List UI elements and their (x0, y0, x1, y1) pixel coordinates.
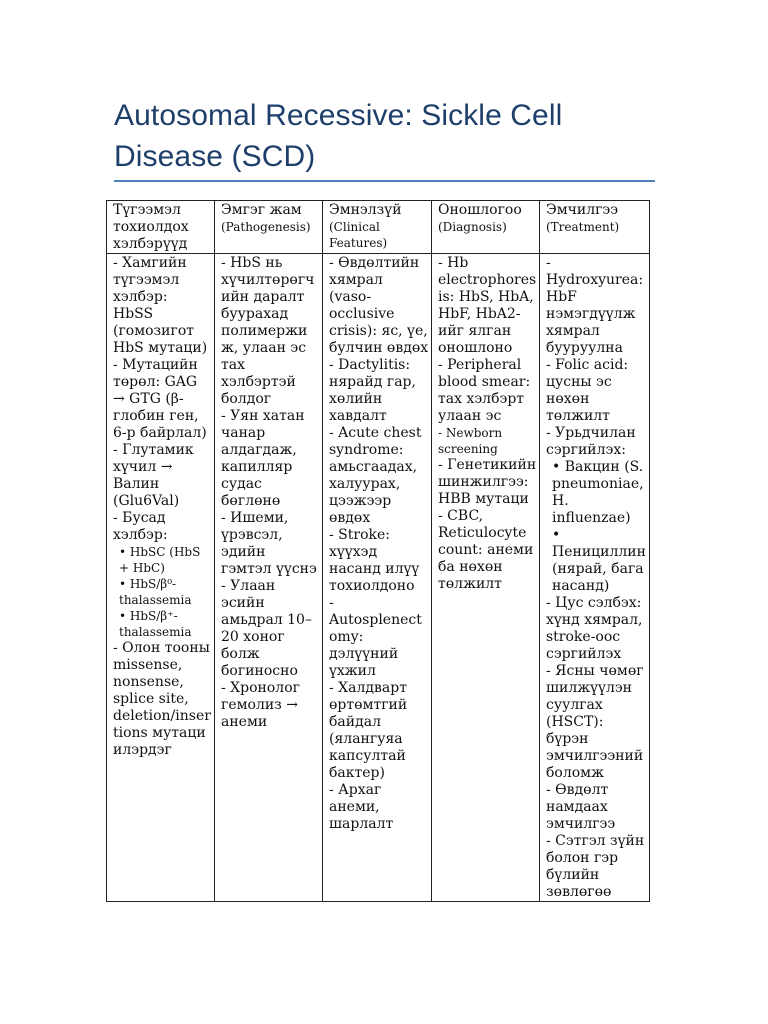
scd-table (106, 200, 650, 902)
cell-pathogenesis (215, 254, 323, 902)
header-cell-pathogenesis (215, 201, 323, 254)
cell-line: - Autosplenectomy: дэлүүний үхжил (329, 595, 422, 679)
cell-line: - Генетикийн шинжилгээ: HBB мутаци (438, 457, 537, 507)
cell-line: • HbSC (HbS + HbC) (119, 545, 201, 575)
cell-line: - Мутацийн төрөл: GAG → GTG (β-глобин ген, 6-р байрлал) (113, 357, 207, 441)
cell-line: - Глутамик хүчил → Валин (Glu6Val) (113, 442, 194, 509)
cell-line: - HbS нь хүчилтөрөгчийн даралт буурахад полимержиж, улаан эс тах хэлбэртэй болдог (221, 255, 315, 407)
cell-line: - Архаг анеми, шарлалт (329, 782, 394, 832)
cell-line: - CBC, Reticulocyte count: анеми ба нөхөн төлжилт (438, 508, 534, 592)
title-underline (114, 180, 655, 182)
header-cell-treatment (540, 201, 650, 254)
cell-line: - Dactylitis: нярайд гар, хөлийн хавдалт (329, 357, 416, 424)
cell-line: - Folic acid: цусны эс нөхөн төлжилт (546, 357, 629, 424)
cell-line: - Peripheral blood smear: тах хэлбэрт улаан эс (438, 357, 531, 424)
cell-line: - Хамгийн түгээмэл хэлбэр: HbSS (гомозигот HbS мутаци) (113, 255, 208, 356)
header-cell-clinical (323, 201, 432, 254)
cell-line: - Acute chest syndrome: амьсгаадах, халуурах, цээжээр өвдөх (329, 425, 422, 526)
cell-diagnosis (432, 254, 540, 902)
cell-line: - Улаан эсийн амьдрал 10–20 хоног болж богиносно (221, 578, 312, 679)
cell-line: - Hydroxyurea: HbF нэмэгдүүлж хямрал бууруулна (546, 255, 644, 356)
cell-clinical (323, 254, 432, 902)
header-cell-forms (107, 201, 215, 254)
cell-line: - Хронолог гемолиз → анеми (221, 680, 300, 730)
header-title: Эмчилгээ (546, 202, 619, 218)
header-title: Оношлогоо (438, 202, 522, 218)
cell-line: - Hb electrophoresis: HbS, HbA, HbF, HbA2-ийг ялган оношлоно (438, 255, 537, 356)
cell-line: - Ишеми, үрэвсэл, эдийн гэмтэл үүснэ (221, 510, 317, 577)
cell-line: • HbS/β⁰-thalassemia (119, 577, 192, 607)
header-subtitle: (Diagnosis) (438, 220, 507, 234)
cell-line: - Олон тооны missense, nonsense, splice site, deletion/insertions мутаци илэрдэг (113, 640, 211, 758)
cell-line: - Урьдчилан сэргийлэх: (546, 425, 636, 458)
cell-line: - Newborn screening (438, 426, 503, 456)
cell-line: - Stroke: хүүхэд насанд илүү тохиолдоно (329, 527, 420, 594)
cell-line: - Цус сэлбэх: хүнд хямрал, stroke-оос сэргийлэх (546, 595, 643, 662)
document-title: Autosomal Recessive: Sickle Cell Disease (SCD) (114, 99, 563, 173)
header-subtitle: (Clinical Features) (329, 220, 388, 250)
cell-line: - Өвдөлт намдаах эмчилгээ (546, 782, 616, 832)
header-subtitle: (Treatment) (546, 220, 620, 234)
cell-line: - Өвдөлтийн хямрал (vaso-occlusive crisis): яс, үе, булчин өвдөх (329, 255, 429, 356)
cell-line: - Сэтгэл зүйн болон гэр бүлийн зөвлөгөө (546, 833, 645, 900)
header-title: Түгээмэл тохиолдох хэлбэрүүд (113, 202, 189, 252)
cell-line: • Вакцин (S. pneumoniae, H. influenzae) (552, 459, 644, 526)
cell-treatment (540, 254, 650, 902)
cell-line: • Пенициллин (нярай, бага насанд) (552, 527, 646, 594)
cell-line: - Уян хатан чанар алдагдаж, капилляр судас бөглөнө (221, 408, 305, 509)
cell-line: • HbS/β⁺-thalassemia (119, 609, 192, 639)
table-body-row (107, 254, 650, 902)
header-subtitle: (Pathogenesis) (221, 220, 311, 234)
cell-line: - Бусад хэлбэр: (113, 510, 168, 543)
header-cell-diagnosis (432, 201, 540, 254)
cell-line: - Халдварт өртөмтгий байдал (ялангуяа капсултай бактер) (329, 680, 408, 781)
cell-forms (107, 254, 215, 902)
cell-line: - Ясны чөмөг шилжүүлэн суулгах (HSCT): бүрэн эмчилгээний боломж (546, 663, 644, 781)
header-title: Эмнэлзүй (329, 202, 402, 218)
header-title: Эмгэг жам (221, 202, 302, 218)
table-header-row (107, 201, 650, 254)
